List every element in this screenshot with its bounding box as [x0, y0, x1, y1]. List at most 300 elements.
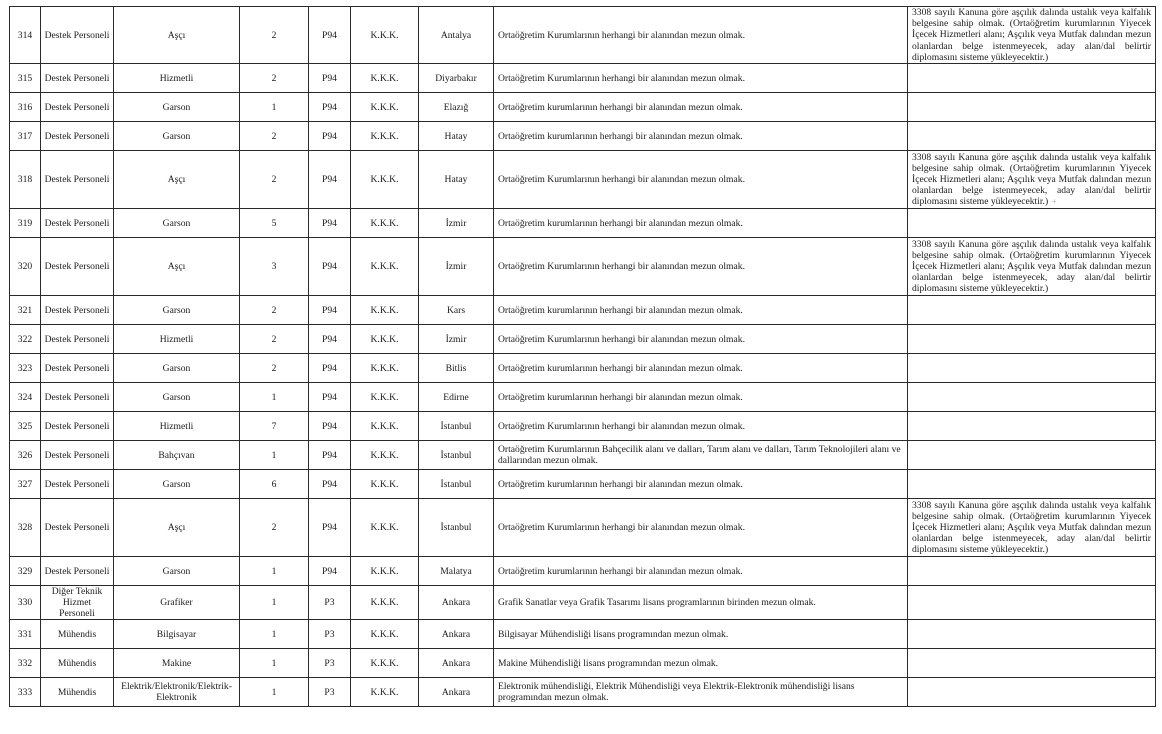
count-cell	[240, 93, 309, 122]
institution-text: K.K.K.	[370, 478, 399, 490]
category-cell	[41, 441, 114, 470]
category-cell	[41, 586, 114, 620]
category-text: Destek Personeli	[44, 174, 110, 186]
category-text: Destek Personeli	[44, 449, 110, 461]
position-title-text: Bahçıvan	[158, 449, 195, 461]
category-text: Mühendis	[57, 686, 97, 698]
table-row	[10, 64, 1156, 93]
city-cell	[419, 383, 494, 412]
row-number-text: 322	[17, 333, 33, 345]
count-text: 2	[271, 174, 277, 186]
score-type-text: P94	[322, 29, 337, 41]
count-cell	[240, 122, 309, 151]
count-cell	[240, 499, 309, 557]
city-text: Edirne	[443, 391, 469, 403]
row-number-text: 330	[17, 597, 33, 609]
position-title-text: Bilgisayar	[156, 628, 197, 640]
position-title-cell	[114, 7, 240, 64]
row-number-text: 319	[17, 217, 33, 229]
row-number-text: 323	[17, 362, 33, 374]
institution-cell	[351, 151, 419, 209]
position-title-cell	[114, 64, 240, 93]
requirement-cell	[494, 64, 908, 93]
position-title-cell	[114, 238, 240, 296]
city-cell	[419, 151, 494, 209]
table-row	[10, 678, 1156, 707]
city-text: İzmir	[445, 261, 467, 273]
count-text: 1	[271, 391, 277, 403]
city-text: İzmir	[445, 217, 467, 229]
count-text: 1	[271, 565, 277, 577]
row-number-text: 325	[17, 420, 33, 432]
score-type-cell	[309, 383, 351, 412]
requirement-cell	[494, 649, 908, 678]
score-type-cell	[309, 209, 351, 238]
note-cell	[908, 122, 1156, 151]
category-text: Destek Personeli	[44, 565, 110, 577]
requirement-text: Elektronik mühendisliği, Elektrik Mühendisliği veya Elektrik-Elektronik mühendisliği lisans programından mezun olmak.	[498, 681, 855, 704]
city-text: İstanbul	[440, 420, 472, 432]
count-text: 1	[271, 597, 277, 609]
city-text: Ankara	[441, 686, 471, 698]
city-cell	[419, 499, 494, 557]
position-title-cell	[114, 441, 240, 470]
count-text: 7	[271, 420, 277, 432]
table-row	[10, 354, 1156, 383]
score-type-cell	[309, 499, 351, 557]
count-text: 2	[271, 362, 277, 374]
position-title-cell	[114, 383, 240, 412]
row-number-cell	[10, 678, 41, 707]
city-cell	[419, 122, 494, 151]
table-body	[10, 7, 1156, 707]
note-cell	[908, 678, 1156, 707]
note-text: 3308 sayılı Kanuna göre aşçılık dalında ustalık veya kalfalık belgesine sahip olmak. (Ortaöğretim kurumlarının Yiyecek İçecek Hizmetleri alanı; Aşçılık veya Mutfak dalından mezun olanlardan belge istenmeyecek, aday alan/dal belirtir diplomasını sisteme yükleyecektir.)	[912, 7, 1151, 63]
note-cell	[908, 209, 1156, 238]
count-cell	[240, 470, 309, 499]
score-type-text: P3	[324, 686, 335, 698]
category-cell	[41, 325, 114, 354]
requirement-cell	[494, 238, 908, 296]
note-cell	[908, 470, 1156, 499]
score-type-cell	[309, 325, 351, 354]
position-title-cell	[114, 325, 240, 354]
row-number-cell	[10, 499, 41, 557]
position-title-text: Hizmetli	[159, 72, 194, 84]
note-cell	[908, 238, 1156, 296]
position-title-text: Garson	[162, 391, 191, 403]
score-type-text: P94	[322, 101, 337, 113]
position-title-text: Aşçı	[167, 522, 186, 534]
requirement-cell	[494, 441, 908, 470]
score-type-cell	[309, 412, 351, 441]
requirement-text: Ortaöğretim kurumlarının herhangi bir alanından mezun olmak.	[498, 101, 743, 113]
table-row	[10, 93, 1156, 122]
institution-text: K.K.K.	[370, 261, 399, 273]
institution-text: K.K.K.	[370, 686, 399, 698]
city-text: Elazığ	[443, 101, 469, 113]
institution-cell	[351, 354, 419, 383]
note-cell	[908, 383, 1156, 412]
requirement-cell	[494, 296, 908, 325]
category-text: Diğer Teknik Hizmet Personeli	[51, 586, 103, 620]
city-cell	[419, 238, 494, 296]
city-text: Hatay	[444, 130, 468, 142]
requirement-text: Grafik Sanatlar veya Grafik Tasarımı lisans programlarının birinden mezun olmak.	[498, 597, 816, 609]
row-number-cell	[10, 64, 41, 93]
table-row	[10, 649, 1156, 678]
note-cell	[908, 586, 1156, 620]
row-number-cell	[10, 557, 41, 586]
position-title-text: Garson	[162, 217, 191, 229]
requirement-text: Ortaöğretim kurumlarının herhangi bir alanından mezun olmak.	[498, 391, 743, 403]
count-text: 2	[271, 522, 277, 534]
note-cell	[908, 151, 1156, 209]
city-cell	[419, 441, 494, 470]
requirement-text: Ortaöğretim kurumlarının herhangi bir alanından mezun olmak.	[498, 565, 743, 577]
institution-text: K.K.K.	[370, 304, 399, 316]
score-type-cell	[309, 64, 351, 93]
category-cell	[41, 122, 114, 151]
category-cell	[41, 7, 114, 64]
requirement-text: Ortaöğretim Kurumlarının herhangi bir alanından mezun olmak.	[498, 420, 745, 432]
table-row	[10, 470, 1156, 499]
count-cell	[240, 64, 309, 93]
institution-text: K.K.K.	[370, 565, 399, 577]
position-title-text: Garson	[162, 130, 191, 142]
category-text: Destek Personeli	[44, 522, 110, 534]
institution-text: K.K.K.	[370, 597, 399, 609]
position-title-cell	[114, 678, 240, 707]
institution-text: K.K.K.	[370, 174, 399, 186]
position-title-cell	[114, 93, 240, 122]
count-cell	[240, 209, 309, 238]
table-row	[10, 620, 1156, 649]
city-text: Diyarbakır	[435, 72, 477, 84]
institution-cell	[351, 470, 419, 499]
score-type-cell	[309, 354, 351, 383]
position-title-cell	[114, 470, 240, 499]
score-type-text: P94	[322, 304, 337, 316]
position-title-cell	[114, 557, 240, 586]
score-type-cell	[309, 586, 351, 620]
city-text: Bitlis	[445, 362, 467, 374]
table-row	[10, 412, 1156, 441]
row-number-cell	[10, 122, 41, 151]
category-text: Destek Personeli	[44, 420, 110, 432]
institution-text: K.K.K.	[370, 522, 399, 534]
category-cell	[41, 209, 114, 238]
institution-text: K.K.K.	[370, 449, 399, 461]
score-type-text: P94	[322, 449, 337, 461]
score-type-text: P94	[322, 391, 337, 403]
city-text: Antalya	[440, 29, 472, 41]
positions-table	[9, 6, 1156, 707]
requirement-text: Ortaöğretim kurumlarının herhangi bir alanından mezun olmak.	[498, 478, 743, 490]
row-number-cell	[10, 354, 41, 383]
score-type-text: P94	[322, 72, 337, 84]
category-cell	[41, 383, 114, 412]
requirement-text: Ortaöğretim kurumlarının herhangi bir alanından mezun olmak.	[498, 217, 743, 229]
position-title-cell	[114, 151, 240, 209]
institution-cell	[351, 557, 419, 586]
score-type-cell	[309, 122, 351, 151]
city-text: İstanbul	[440, 522, 472, 534]
score-type-text: P94	[322, 522, 337, 534]
row-number-cell	[10, 296, 41, 325]
institution-text: K.K.K.	[370, 391, 399, 403]
table-row	[10, 238, 1156, 296]
position-title-cell	[114, 649, 240, 678]
row-number-text: 327	[17, 478, 33, 490]
requirement-cell	[494, 7, 908, 64]
city-cell	[419, 470, 494, 499]
requirement-text: Bilgisayar Mühendisliği lisans programından mezun olmak.	[498, 628, 729, 640]
city-cell	[419, 64, 494, 93]
city-text: İstanbul	[440, 478, 472, 490]
category-cell	[41, 354, 114, 383]
count-cell	[240, 7, 309, 64]
institution-text: K.K.K.	[370, 333, 399, 345]
institution-text: K.K.K.	[370, 657, 399, 669]
category-text: Mühendis	[57, 657, 97, 669]
table-row	[10, 441, 1156, 470]
category-text: Mühendis	[57, 628, 97, 640]
row-number-cell	[10, 620, 41, 649]
position-title-text: Grafiker	[160, 597, 193, 609]
row-number-cell	[10, 649, 41, 678]
city-text: Ankara	[441, 628, 471, 640]
score-type-text: P94	[322, 130, 337, 142]
row-number-cell	[10, 412, 41, 441]
count-cell	[240, 412, 309, 441]
table-row	[10, 296, 1156, 325]
institution-cell	[351, 620, 419, 649]
position-title-text: Garson	[162, 101, 191, 113]
note-cell	[908, 325, 1156, 354]
city-text: Hatay	[444, 174, 468, 186]
category-cell	[41, 557, 114, 586]
score-type-text: P3	[324, 628, 335, 640]
score-type-cell	[309, 151, 351, 209]
table-row	[10, 7, 1156, 64]
city-cell	[419, 678, 494, 707]
requirement-cell	[494, 209, 908, 238]
city-cell	[419, 649, 494, 678]
institution-cell	[351, 238, 419, 296]
score-type-text: P94	[322, 333, 337, 345]
requirement-cell	[494, 122, 908, 151]
category-cell	[41, 499, 114, 557]
requirement-cell	[494, 557, 908, 586]
position-title-text: Garson	[162, 478, 191, 490]
city-cell	[419, 7, 494, 64]
institution-cell	[351, 499, 419, 557]
institution-cell	[351, 93, 419, 122]
score-type-cell	[309, 470, 351, 499]
city-text: Ankara	[441, 657, 471, 669]
category-text: Destek Personeli	[44, 72, 110, 84]
city-text: Ankara	[441, 597, 471, 609]
category-cell	[41, 412, 114, 441]
category-cell	[41, 678, 114, 707]
note-cell	[908, 93, 1156, 122]
row-number-cell	[10, 93, 41, 122]
requirement-cell	[494, 678, 908, 707]
city-text: Malatya	[440, 565, 472, 577]
requirement-cell	[494, 412, 908, 441]
requirement-cell	[494, 325, 908, 354]
category-text: Destek Personeli	[44, 101, 110, 113]
institution-cell	[351, 412, 419, 441]
score-type-text: P94	[322, 362, 337, 374]
position-title-text: Garson	[162, 362, 191, 374]
table-row	[10, 557, 1156, 586]
count-text: 5	[271, 217, 277, 229]
score-type-text: P3	[324, 597, 335, 609]
row-number-text: 316	[17, 101, 33, 113]
score-type-cell	[309, 93, 351, 122]
score-type-cell	[309, 7, 351, 64]
row-number-text: 332	[17, 657, 33, 669]
category-text: Destek Personeli	[44, 261, 110, 273]
position-title-cell	[114, 209, 240, 238]
count-text: 1	[271, 628, 277, 640]
score-type-text: P94	[322, 478, 337, 490]
note-text: 3308 sayılı Kanuna göre aşçılık dalında ustalık veya kalfalık belgesine sahip olmak. (Ortaöğretim kurumlarının Yiyecek İçecek Hizmetleri alanı; Aşçılık veya Mutfak dalından mezun olanlardan belge istenmeyecek, aday alan/dal belirtir diplomasını sisteme yükleyecektir.)	[912, 151, 1151, 208]
institution-text: K.K.K.	[370, 420, 399, 432]
category-cell	[41, 64, 114, 93]
count-text: 1	[271, 101, 277, 113]
requirement-text: Ortaöğretim Kurumlarının herhangi bir alanından mezun olmak.	[498, 72, 745, 84]
note-cell	[908, 441, 1156, 470]
row-number-cell	[10, 441, 41, 470]
count-cell	[240, 620, 309, 649]
position-title-text: Elektrik/Elektronik/Elektrik-Elektronik	[121, 681, 232, 704]
score-type-cell	[309, 296, 351, 325]
institution-text: K.K.K.	[370, 101, 399, 113]
table-row	[10, 499, 1156, 557]
count-cell	[240, 383, 309, 412]
city-cell	[419, 412, 494, 441]
category-text: Destek Personeli	[44, 391, 110, 403]
institution-cell	[351, 383, 419, 412]
city-cell	[419, 620, 494, 649]
city-text: İstanbul	[440, 449, 472, 461]
row-number-cell	[10, 383, 41, 412]
category-text: Destek Personeli	[44, 304, 110, 316]
institution-text: K.K.K.	[370, 130, 399, 142]
position-title-cell	[114, 620, 240, 649]
row-number-text: 317	[17, 130, 33, 142]
institution-cell	[351, 649, 419, 678]
count-text: 2	[271, 72, 277, 84]
requirement-cell	[494, 499, 908, 557]
category-text: Destek Personeli	[44, 478, 110, 490]
city-cell	[419, 557, 494, 586]
institution-cell	[351, 441, 419, 470]
note-cell	[908, 64, 1156, 93]
table-row	[10, 209, 1156, 238]
requirement-text: Ortaöğretim Kurumlarının herhangi bir alanından mezun olmak.	[498, 174, 745, 186]
category-text: Destek Personeli	[44, 130, 110, 142]
requirement-cell	[494, 93, 908, 122]
note-cell	[908, 296, 1156, 325]
row-number-text: 328	[17, 522, 33, 534]
position-title-cell	[114, 354, 240, 383]
count-text: 2	[271, 304, 277, 316]
count-cell	[240, 296, 309, 325]
count-text: 2	[271, 29, 277, 41]
institution-cell	[351, 64, 419, 93]
position-title-text: Makine	[161, 657, 192, 669]
position-title-cell	[114, 122, 240, 151]
count-text: 1	[271, 449, 277, 461]
requirement-cell	[494, 470, 908, 499]
row-number-cell	[10, 151, 41, 209]
row-number-text: 326	[17, 449, 33, 461]
score-type-text: P94	[322, 261, 337, 273]
requirement-cell	[494, 383, 908, 412]
count-text: 2	[271, 333, 277, 345]
institution-cell	[351, 296, 419, 325]
institution-text: K.K.K.	[370, 217, 399, 229]
category-cell	[41, 649, 114, 678]
category-text: Destek Personeli	[44, 217, 110, 229]
city-cell	[419, 93, 494, 122]
position-title-text: Aşçı	[167, 261, 186, 273]
note-text: 3308 sayılı Kanuna göre aşçılık dalında ustalık veya kalfalık belgesine sahip olmak. (Ortaöğretim kurumlarının Yiyecek İçecek Hizmetleri alanı; Aşçılık veya Mutfak dalından mezun olanlardan belge istenmeyecek, aday alan/dal belirtir diplomasını sisteme yükleyecektir.)	[912, 499, 1151, 556]
position-title-text: Hizmetli	[159, 333, 194, 345]
requirement-cell	[494, 151, 908, 209]
row-number-text: 331	[17, 628, 33, 640]
position-title-cell	[114, 296, 240, 325]
category-cell	[41, 151, 114, 209]
note-text: 3308 sayılı Kanuna göre aşçılık dalında ustalık veya kalfalık belgesine sahip olmak. (Ortaöğretim kurumlarının Yiyecek İçecek Hizmetleri alanı; Aşçılık veya Mutfak dalından mezun olanlardan belge istenmeyecek, aday alan/dal belirtir diplomasını sisteme yükleyecektir.)	[912, 238, 1151, 295]
table-row	[10, 383, 1156, 412]
count-cell	[240, 586, 309, 620]
category-cell	[41, 296, 114, 325]
requirement-cell	[494, 620, 908, 649]
count-cell	[240, 557, 309, 586]
count-cell	[240, 238, 309, 296]
city-cell	[419, 354, 494, 383]
score-type-text: P94	[322, 217, 337, 229]
row-number-cell	[10, 470, 41, 499]
table-row	[10, 122, 1156, 151]
row-number-text: 314	[17, 29, 33, 41]
note-cell	[908, 354, 1156, 383]
count-cell	[240, 441, 309, 470]
note-cell	[908, 499, 1156, 557]
position-title-cell	[114, 586, 240, 620]
position-title-text: Garson	[162, 304, 191, 316]
requirement-cell	[494, 586, 908, 620]
note-cell	[908, 7, 1156, 64]
city-cell	[419, 296, 494, 325]
table-row	[10, 325, 1156, 354]
row-number-text: 324	[17, 391, 33, 403]
note-cell	[908, 649, 1156, 678]
table-row	[10, 151, 1156, 209]
requirement-text: Makine Mühendisliği lisans programından mezun olmak.	[498, 657, 719, 669]
row-number-text: 315	[17, 72, 33, 84]
institution-cell	[351, 122, 419, 151]
institution-cell	[351, 678, 419, 707]
row-number-cell	[10, 238, 41, 296]
row-number-cell	[10, 209, 41, 238]
position-title-cell	[114, 499, 240, 557]
